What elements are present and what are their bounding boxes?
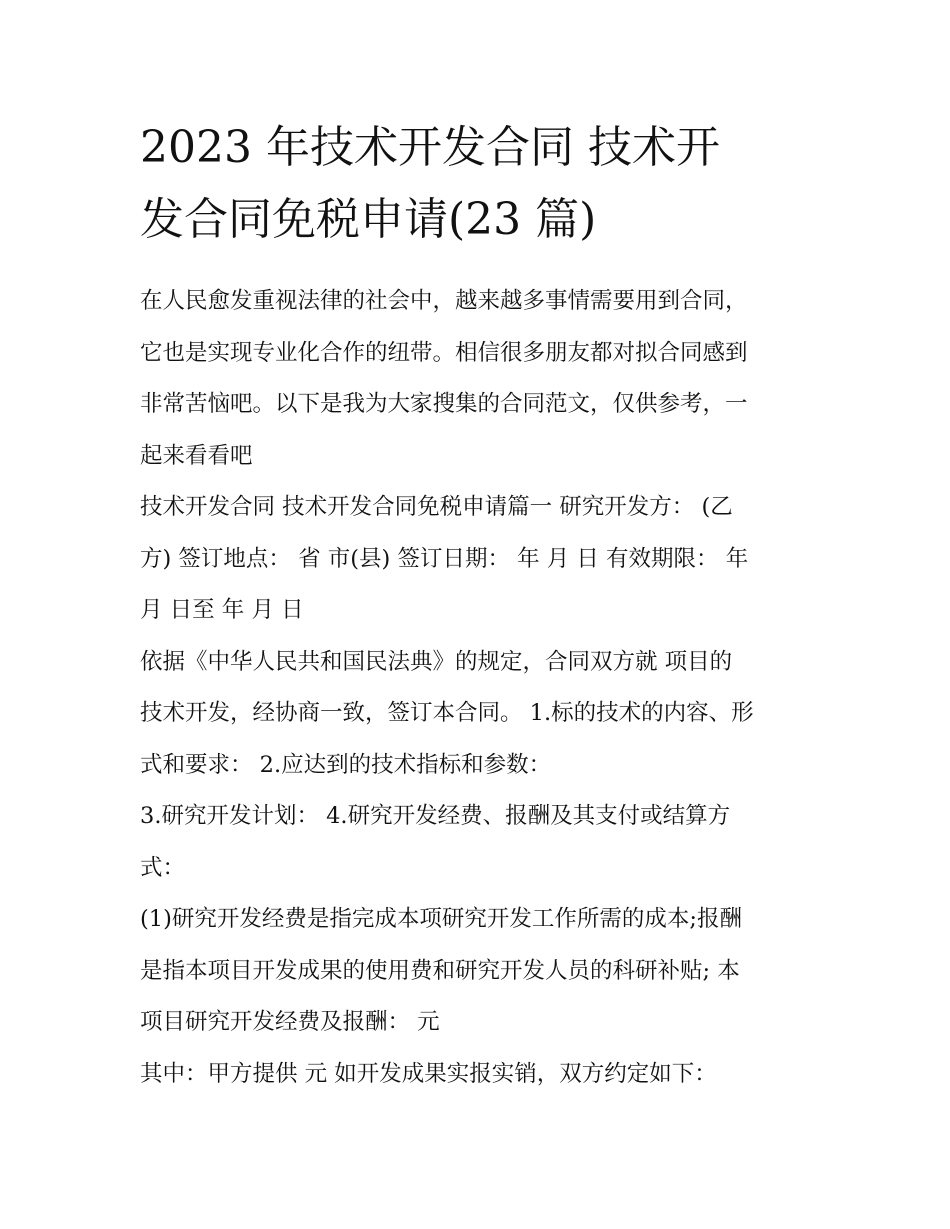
text-line: 技术开发，经协商一致，签订本合同。 1.标的技术的内容、形 (140, 700, 754, 726)
paragraph-funding (140, 894, 820, 1049)
paragraph-provision (140, 1049, 820, 1101)
text-line: 月 日至 年 月 日 (140, 597, 304, 623)
text-line: 方) 签订地点： 省 市(县) 签订日期： 年 月 日 有效期限： 年 (140, 545, 749, 572)
text-line: 它也是实现专业化合作的纽带。相信很多朋友都对拟合同感到 (140, 339, 748, 366)
document-body (140, 276, 820, 1100)
paragraph-contract-header (140, 482, 820, 637)
title-line: 2023 年技术开发合同 技术开 (140, 122, 720, 173)
text-line: 式： (140, 854, 186, 881)
text-line: 技术开发合同 技术开发合同免税申请篇一 研究开发方： (乙 (140, 494, 733, 520)
text-line: 3.研究开发计划： 4.研究开发经费、报酬及其支付或结算方 (140, 803, 731, 829)
title-line: 发合同免税申请(23 篇) (140, 194, 597, 245)
page-title (140, 112, 820, 256)
text-line: 式和要求： 2.应达到的技术指标和参数： (140, 751, 552, 778)
paragraph-intro (140, 276, 820, 482)
paragraph-plan (140, 791, 820, 894)
text-line: 非常苦恼吧。以下是我为大家搜集的合同范文，仅供参考，一 (140, 391, 748, 417)
text-line: 其中：甲方提供 元 如开发成果实报实销，双方约定如下： (140, 1060, 717, 1087)
text-line: 是指本项目开发成果的使用费和研究开发人员的科研补贴; 本 (140, 957, 740, 984)
text-line: 依据《中华人民共和国民法典》的规定，合同双方就 项目的 (140, 648, 733, 675)
paragraph-legal-basis (140, 637, 820, 792)
text-line: (1)研究开发经费是指完成本项研究开发工作所需的成本;报酬 (140, 906, 742, 932)
text-line: 起来看看吧 (140, 442, 253, 469)
text-line: 在人民愈发重视法律的社会中，越来越多事情需要用到合同， (140, 288, 748, 314)
text-line: 项目研究开发经费及报酬： 元 (140, 1009, 440, 1035)
